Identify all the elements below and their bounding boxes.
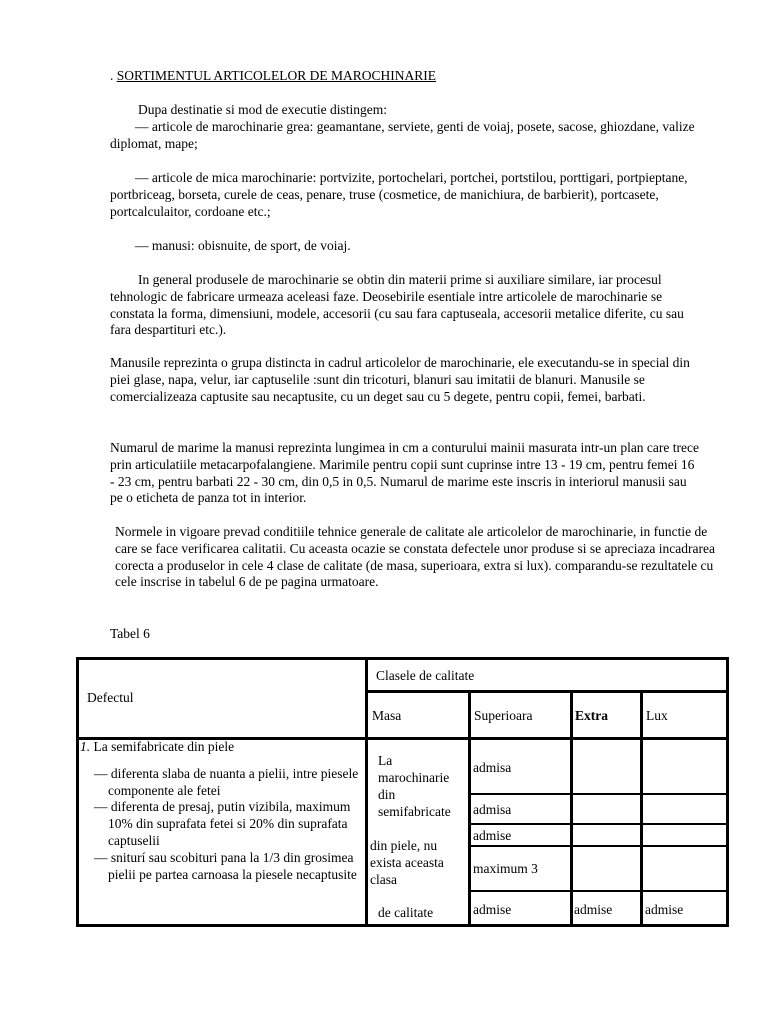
paragraph-small-goods: — articole de mica marochinarie: portvizite, portochelari, portchei, portstilou, porttigari, portpieptane, portbriceag, borseta, curele de ceas, penare, truse (cosmetice, de manichiura, de barbierit), portcasete, portcalculaitor, cordoane etc.; <box>110 170 688 219</box>
paragraph-intro: Dupa destinatie si mod de executie distingem: <box>138 102 387 117</box>
header-defect: Defectul <box>87 690 134 705</box>
table-caption: Tabel 6 <box>110 626 150 641</box>
masa-note-line: de calitate <box>378 905 434 920</box>
table-border-left <box>76 657 79 927</box>
masa-note-line: clasa <box>370 872 397 887</box>
superioara-value: maximum 3 <box>473 861 538 876</box>
paragraph-sizes: Numarul de marime la manusi reprezinta lungimea in cm a conturului mainii masurata intr-un plan care trece prin articulatiile metacarpofalangiene. Marimile pentru copii sunt cuprinse intre 13 - 19 cm, pentru femei 16 - 23 cm, pentru barbati 22 - 30 cm, din 0,5 in 0,5. Numarul de marime este inscris in interiorul manusii sau pe o eticheta de panza tot in interior. <box>110 440 700 506</box>
defect-item: — diferenta slaba de nuanta a pielii, intre piesele componente ale fetei <box>94 765 359 798</box>
table-row-line-4 <box>468 890 729 892</box>
defect-item: — sniturí sau scobituri pana la 1/3 din grosimea pielii pe partea carnoasa la piesele necaptusite <box>94 849 357 882</box>
paragraph-norms: Normele in vigoare prevad conditiile tehnice generale de calitate ale articolelor de marochinarie, in functie de care se face verificarea calitatii. Cu aceasta ocazie se constata defectele unor produse si se apreciaza incadrarea corecta a produselor in cele 4 clase de calitate (de masa, superioara, extra si lux). comparandu-se rezultatele cu cele inscrise in tabelul 6 de pe pagina urmatoare. <box>115 524 715 590</box>
table-border-bottom <box>76 924 729 927</box>
header-extra: Extra <box>575 708 608 723</box>
defect-list <box>80 739 365 883</box>
table-divider-classes <box>365 690 729 693</box>
section-title: La semifabricate din piele <box>90 739 235 754</box>
superioara-value: admisa <box>473 760 512 775</box>
quality-table <box>76 657 729 927</box>
masa-note-line: din <box>378 787 396 802</box>
header-masa: Masa <box>372 708 402 723</box>
masa-note-line: semifabricate <box>378 804 451 819</box>
table-divider-defect <box>365 657 368 927</box>
extra-value: admise <box>574 902 613 917</box>
lux-value: admise <box>645 902 684 917</box>
table-row-line-1 <box>468 793 729 795</box>
masa-note-line: din piele, nu <box>370 838 438 853</box>
paragraph-heavy-goods: — articole de marochinarie grea: geamantane, serviete, genti de voiaj, posete, sacose, ghiozdane, valize diplomat, mape; <box>110 119 695 151</box>
section-number: 1. <box>80 739 91 754</box>
paragraph-gloves-types: — manusi: obisnuite, de sport, de voiaj. <box>135 238 351 253</box>
superioara-value: admise <box>473 828 512 843</box>
masa-note-line: marochinarie <box>378 770 450 785</box>
header-superioara: Superioara <box>474 708 533 723</box>
title-text: SORTIMENTUL ARTICOLELOR DE MAROCHINARIE <box>116 68 436 83</box>
superioara-value: admise <box>473 902 512 917</box>
table-row-line-2 <box>468 823 729 825</box>
page-title <box>110 68 436 85</box>
paragraph-gloves: Manusile reprezinta o grupa distincta in cadrul articolelor de marochinarie, ele executandu-se in special din piei glase, napa, velur, iar captuselile :sunt din tricoturi, blanuri sau imitatii de blanuri. Manusile se comercializeaza captusite sau necaptusite, cu un deget sau cu 5 degete, pentru copii, femei, barbati. <box>110 355 690 404</box>
masa-note-line: exista aceasta <box>370 855 444 870</box>
table-border-top <box>76 657 729 660</box>
defect-item: — diferenta de presaj, putin vizibila, maximum 10% din suprafata fetei si 20% din suprafata captuselii <box>94 799 351 848</box>
header-lux: Lux <box>646 708 668 723</box>
table-row-line-3 <box>468 845 729 847</box>
masa-note-line: La <box>378 753 393 768</box>
superioara-value: admisa <box>473 802 512 817</box>
table-border-right <box>726 657 729 927</box>
paragraph-production: In general produsele de marochinarie se obtin din materii prime si auxiliare similare, iar procesul tehnologic de fabricare urmeaza aceleasi faze. Deosebirile esentiale intre articolele de marochinarie se constata la forma, dimensiuni, modele, accesorii (cu sau fara captuseala, accesorii metalice diferite, cu sau fara despartituri etc.). <box>110 272 684 338</box>
defect-section-title <box>80 739 365 756</box>
title-prefix: . <box>110 68 117 83</box>
header-quality-classes: Clasele de calitate <box>376 668 475 683</box>
